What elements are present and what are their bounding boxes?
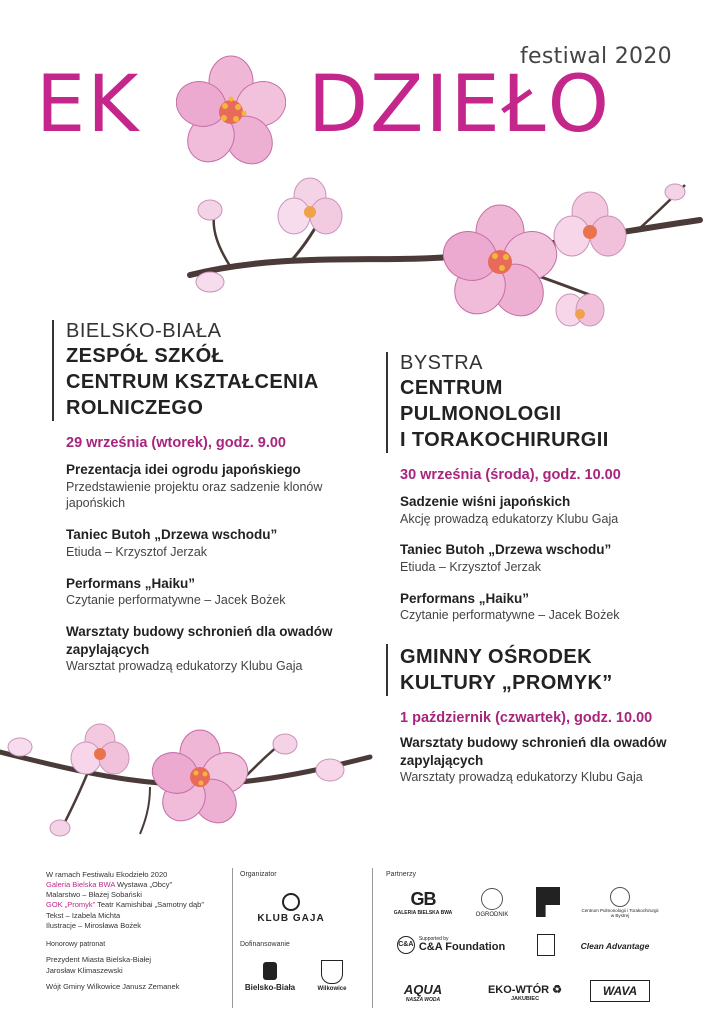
partner-logo-text: EKO-WTÓR — [487, 983, 550, 996]
left-city: BIELSKO-BIAŁA — [66, 320, 222, 342]
left-event — [52, 461, 362, 512]
event-title: Performans „Haiku” — [66, 575, 196, 591]
info-line: Ilustracje – Mirosława Bożek — [46, 920, 142, 930]
wilkowice-logo — [308, 954, 356, 998]
right-venue-line: PULMONOLOGII — [400, 403, 562, 425]
patron-line: Prezydent Miasta Bielska-Białej — [46, 955, 152, 965]
right-event-2 — [386, 734, 706, 786]
event-title: Sadzenie wiśni japońskich — [400, 494, 571, 509]
ogrodnik-logo — [466, 882, 518, 924]
festival-info — [46, 870, 231, 931]
event-desc: Etiuda – Krzysztof Jerzak — [66, 544, 208, 559]
divider — [232, 868, 233, 1008]
organizer-logo-text: KLUB GAJA — [257, 912, 325, 924]
ca-foundation-logo — [386, 932, 516, 958]
partner-logo-text: Clean Advantage — [580, 941, 650, 951]
partner-logo-text: AQUA — [403, 981, 443, 997]
event-title: Taniec Butoh „Drzewa wschodu” — [66, 527, 278, 543]
partner-logo-text: Centrum Pulmonologii i Torakochirurgii w Bystrej — [581, 908, 659, 918]
right-venue-line: CENTRUM — [400, 377, 503, 399]
patron-line: Jarosław Klimaszewski — [46, 965, 123, 975]
eko-wtor-logo — [470, 978, 580, 1006]
city-crest-icon — [263, 962, 277, 980]
right-event — [386, 541, 706, 575]
left-venue — [52, 320, 362, 421]
ca-mark-icon: C&A — [397, 936, 415, 954]
info-line: Malarstwo – Błażej Sobański — [46, 890, 142, 900]
gb-mark-icon: GB — [410, 888, 436, 909]
event-desc: Czytanie performatywne – Jacek Bożek — [400, 608, 620, 623]
right-date-2: 1 październik (czwartek), godz. 10.00 — [400, 710, 653, 727]
galeria-bwa-logo — [388, 884, 458, 920]
right-venue-2 — [386, 644, 706, 696]
event-desc: Czytanie performatywne – Jacek Bożek — [66, 593, 286, 608]
klub-gaja-logo — [246, 886, 336, 930]
partner-logo-subtext: JAKUBIEC — [510, 995, 540, 1002]
left-venue-line: ROLNICZEGO — [66, 397, 204, 419]
book-icon — [481, 888, 503, 910]
right-date: 30 września (środa), godz. 10.00 — [400, 467, 621, 483]
organizer-heading: Organizator — [240, 871, 277, 878]
partner-logo-text: WAVA — [602, 984, 638, 998]
left-event — [52, 575, 362, 609]
right-event — [386, 493, 706, 527]
funding-block — [240, 940, 350, 949]
clean-advantage-logo — [570, 936, 660, 956]
event-desc: Przedstawienie projektu oraz sadzenie klonów japońskich — [66, 479, 323, 511]
lungs-icon — [610, 887, 630, 907]
info-line: Tekst – Izabela Michta — [46, 910, 121, 920]
festival-year-label: festiwal 2020 — [520, 44, 672, 69]
funding-logo-text: Bielsko-Biała — [244, 983, 296, 992]
info-line: Galeria Bielska BWA Wystawa „Obcy” — [46, 880, 172, 890]
event-title: Performans „Haiku” — [400, 590, 530, 606]
recycle-icon: ♻ — [552, 983, 563, 996]
cherry-branch-bottom-icon — [0, 722, 380, 842]
right-column — [386, 352, 706, 786]
footer — [0, 866, 724, 1016]
partner-logo-text: OGRODNIK — [475, 912, 509, 918]
event-desc: Etiuda – Krzysztof Jerzak — [400, 559, 542, 574]
partners-heading: Partnerzy — [386, 871, 416, 878]
partner-crest-logo — [528, 930, 564, 960]
funding-logo-text: Wilkowice — [317, 986, 347, 992]
crest-icon — [537, 934, 555, 956]
right-event — [386, 590, 706, 624]
right-venue — [386, 352, 706, 453]
title-part-ek: EK — [36, 60, 141, 150]
title-part-dzielo: DZIEŁO — [308, 60, 612, 150]
event-desc: Warsztat prowadzą edukatorzy Klubu Gaja — [66, 659, 303, 674]
partner-logo-subtext: NASZA WODA — [405, 996, 441, 1003]
info-line: W ramach Festiwalu Ekodzieło 2020 — [46, 870, 168, 879]
bielsko-biala-logo — [240, 956, 300, 998]
partner-logo-subtext: Supported by — [418, 936, 449, 942]
right-venue2-line: KULTURY „PROMYK” — [400, 672, 613, 695]
right-venue2-line: GMINNY OŚRODEK — [400, 646, 592, 669]
patron-line: Wójt Gminy Wilkowice Janusz Zemanek — [46, 981, 180, 991]
info-line: GOK „Promyk” Teatr Kamishibai „Samotny dąb” — [46, 900, 204, 910]
globe-icon — [282, 893, 300, 911]
right-city: BYSTRA — [400, 352, 484, 374]
left-event — [52, 623, 362, 675]
funding-heading: Dofinansowanie — [240, 941, 290, 948]
patron-block — [46, 940, 231, 992]
event-desc: Akcję prowadzą edukatorzy Klubu Gaja — [400, 511, 619, 526]
left-venue-line: CENTRUM KSZTAŁCENIA — [66, 371, 319, 393]
partners-block — [386, 870, 506, 879]
organizer-block — [240, 870, 350, 879]
partner-logo-block — [528, 882, 568, 922]
left-event — [52, 526, 362, 560]
right-venue-line: I TORAKOCHIRURGII — [400, 429, 609, 451]
patron-heading: Honorowy patronat — [46, 941, 106, 948]
event-title: Warsztaty budowy schronień dla owadów zapylających — [66, 624, 333, 657]
event-title: Prezentacja idei ogrodu japońskiego — [66, 462, 301, 477]
partner-logo-text: GALERIA BIELSKA BWA — [393, 909, 453, 916]
pulmonology-logo — [580, 880, 660, 926]
left-venue-line: ZESPÓŁ SZKÓŁ — [66, 345, 225, 367]
left-date: 29 września (wtorek), godz. 9.00 — [66, 435, 286, 451]
event-title: Warsztaty budowy schronień dla owadów zapylających — [400, 735, 667, 768]
event-title: Taniec Butoh „Drzewa wschodu” — [400, 542, 612, 558]
cherry-branch-top-icon — [170, 170, 710, 340]
aqua-logo — [388, 978, 458, 1006]
partner-mark-icon — [536, 887, 560, 917]
event-desc: Warsztaty prowadzą edukatorzy Klubu Gaja — [400, 770, 643, 785]
cherry-blossom-o-icon — [176, 50, 286, 180]
partner-logo-text: C&A Foundation — [418, 941, 506, 953]
wava-logo — [590, 980, 650, 1002]
divider — [372, 868, 373, 1008]
left-column — [52, 320, 362, 675]
crest-icon — [321, 960, 343, 984]
